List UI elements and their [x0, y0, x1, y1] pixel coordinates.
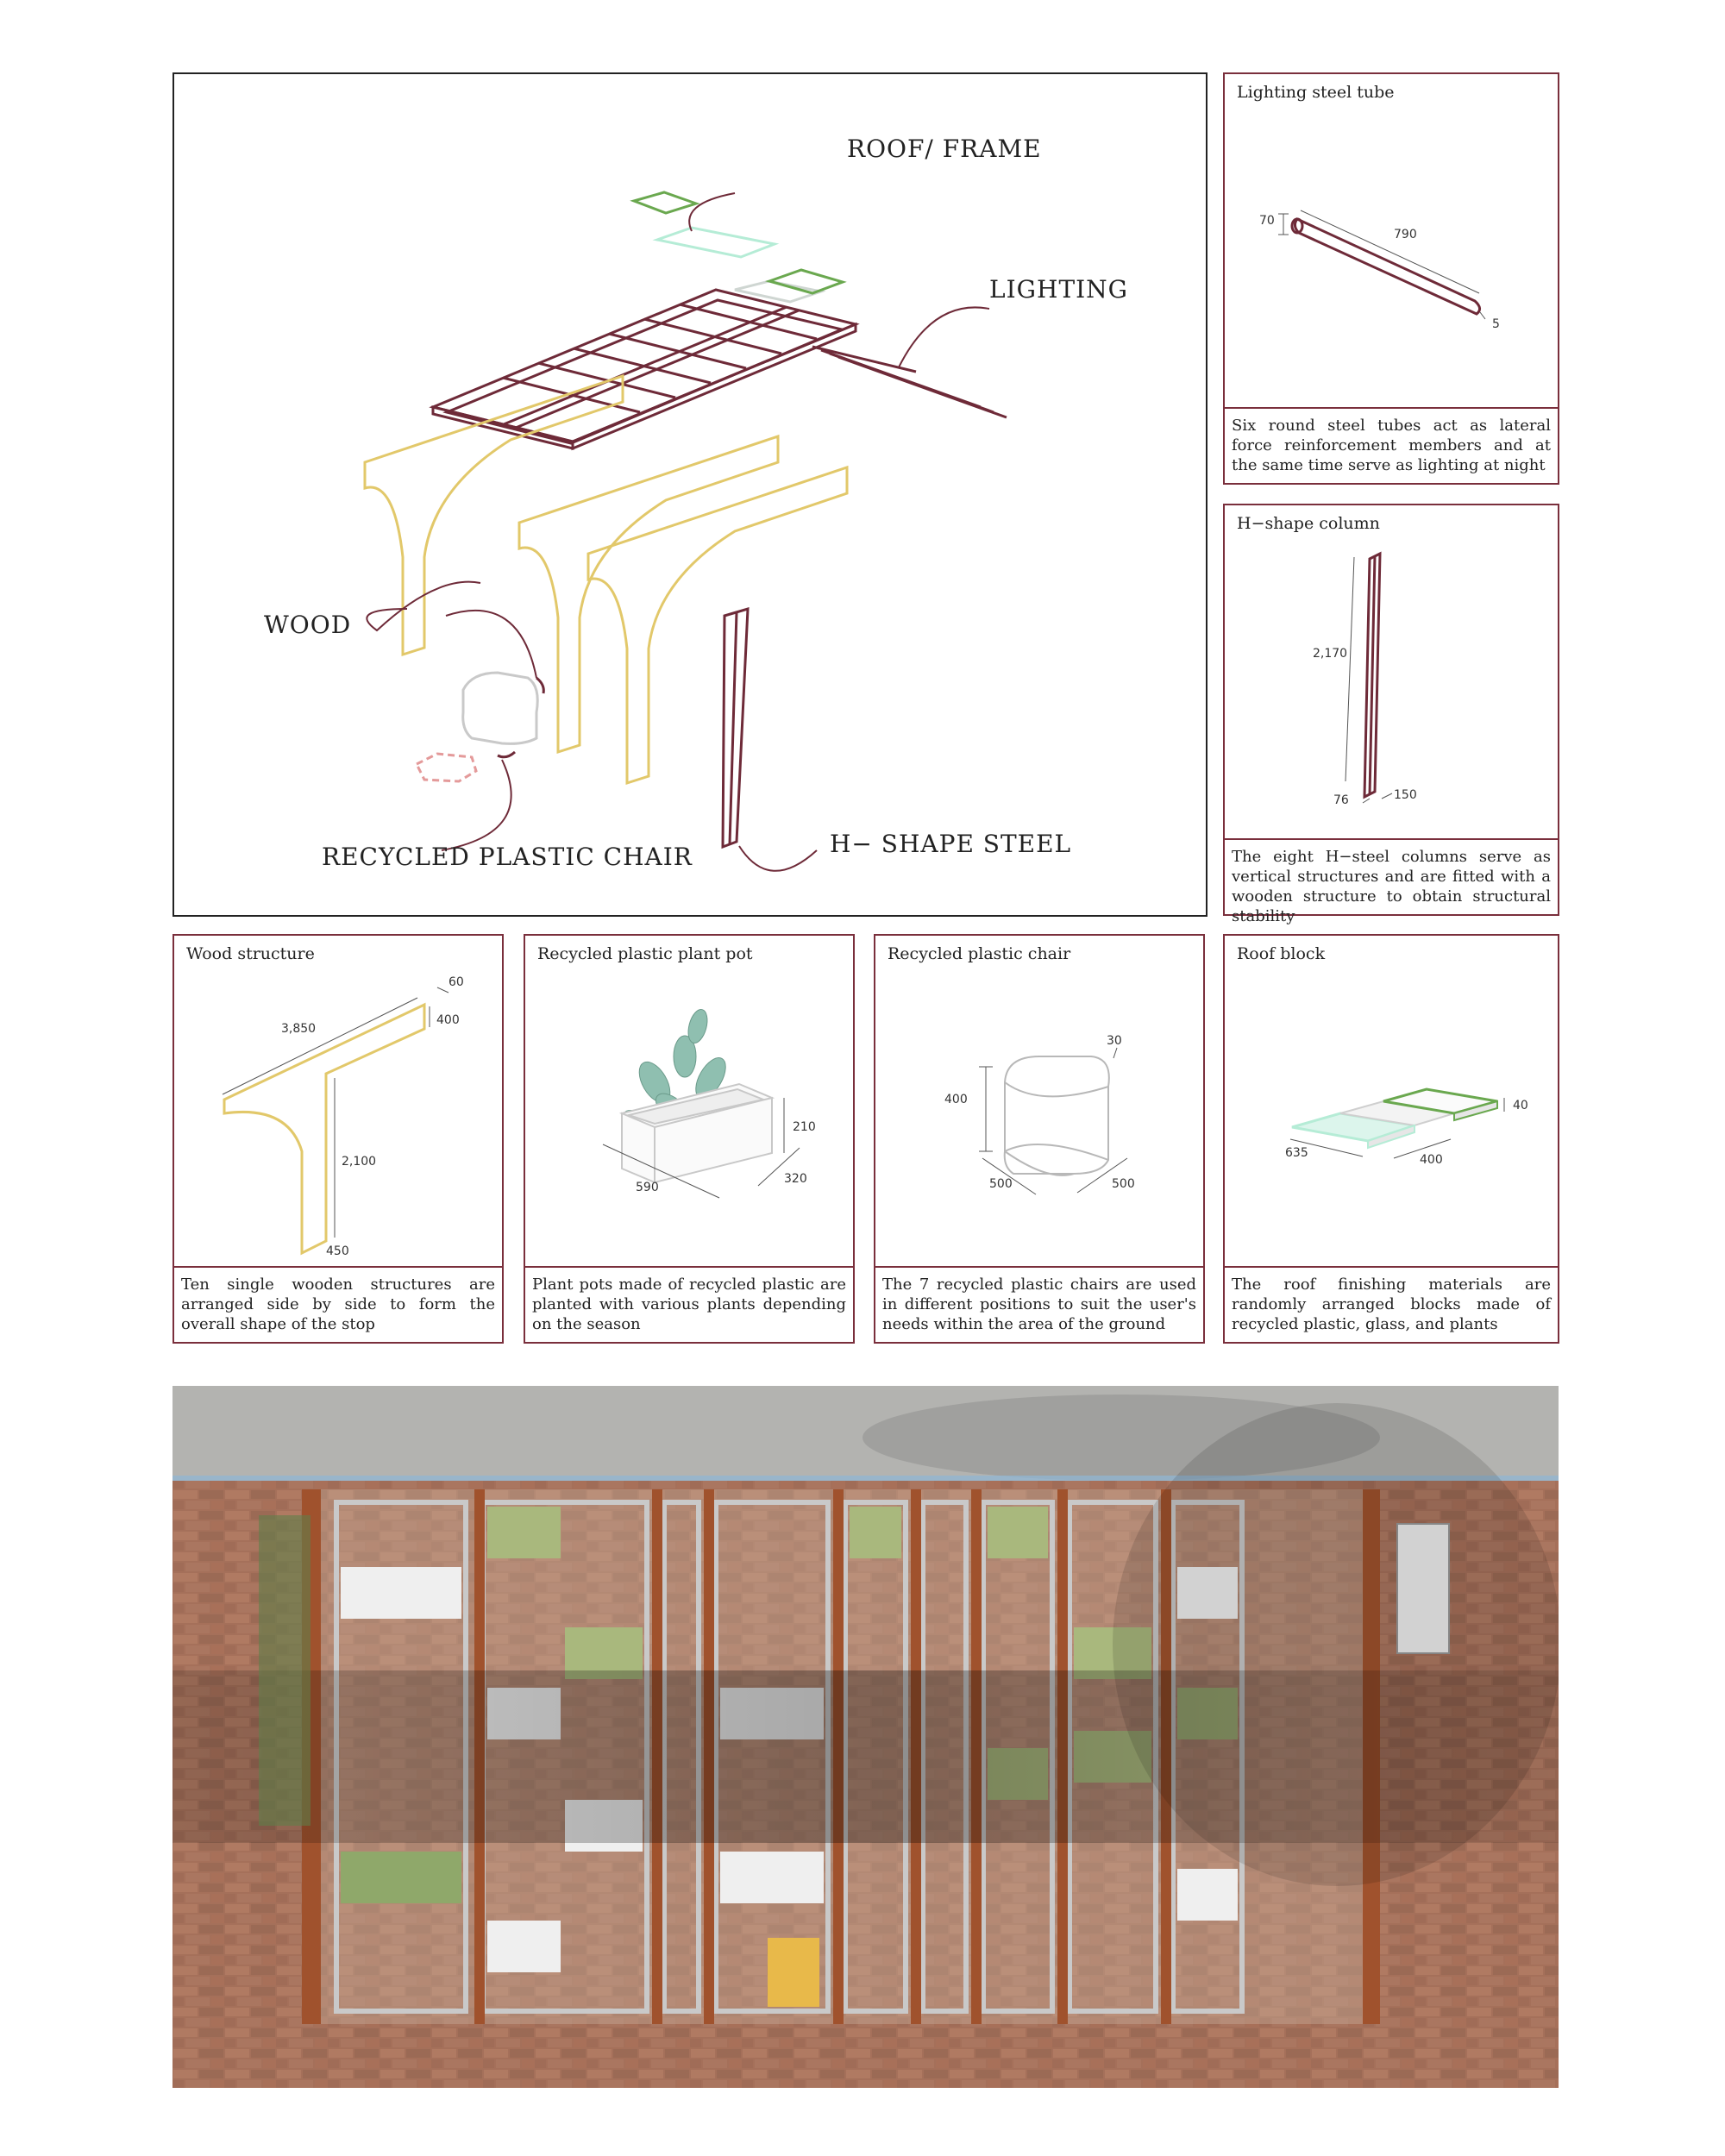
chair-diagram: [875, 936, 1203, 1268]
dim-column-depth: 150: [1394, 788, 1417, 802]
dim-wood-base: 450: [326, 1244, 349, 1258]
dim-wood-height: 2,100: [342, 1155, 377, 1169]
wood-diagram: [174, 936, 502, 1268]
dim-tube-length: 790: [1394, 228, 1417, 241]
panel-title: H−shape column: [1237, 514, 1380, 533]
label-wood: WOOD: [264, 611, 352, 639]
panel-title: Roof block: [1237, 944, 1326, 963]
chair-exploded: [417, 673, 543, 781]
panel-description: The roof finishing materials are randomly arranged blocks made of recycled plastic, glass, and plants: [1225, 1266, 1558, 1342]
exploded-axonometric-panel: [172, 72, 1208, 917]
roof-frame: [433, 290, 856, 448]
dim-wood-thickness: 60: [448, 975, 464, 989]
leader-lines: [367, 193, 989, 871]
top-view-render: [172, 1386, 1559, 2088]
pot: [622, 1084, 772, 1182]
panel-h-shape-column: [1223, 504, 1559, 925]
dim-tube-height: 70: [1259, 214, 1275, 228]
dim-column-flange: 76: [1333, 793, 1349, 807]
dim-pot-length: 590: [636, 1181, 659, 1194]
panel-title: Recycled plastic chair: [888, 944, 1071, 963]
panel-title: Lighting steel tube: [1237, 83, 1395, 102]
wood-arches: [365, 376, 847, 783]
render-illustration: [172, 1386, 1559, 2088]
panel-lighting-steel-tube: [1223, 72, 1559, 485]
panel-description: The eight H−steel columns serve as vertical structures and are fitted with a wooden structure to obtain structural stability: [1225, 838, 1558, 914]
panel-title: Recycled plastic plant pot: [537, 944, 753, 963]
tube-diagram: [1225, 74, 1558, 402]
panel-description: The 7 recycled plastic chairs are used in different positions to suit the user's needs within the area of the ground: [875, 1266, 1203, 1342]
dim-pot-height: 210: [793, 1120, 816, 1134]
dim-chair-height: 400: [944, 1093, 968, 1106]
panel-description: Six round steel tubes act as lateral force reinforcement members and at the same time serve as lighting at night: [1225, 407, 1558, 483]
column-diagram: [1225, 505, 1558, 833]
h-steel-column: [723, 609, 748, 847]
label-lighting: LIGHTING: [989, 275, 1129, 304]
panel-title: Wood structure: [186, 944, 315, 963]
dim-chair-width: 500: [989, 1177, 1013, 1191]
panel-roof-block: [1223, 934, 1559, 1344]
exploded-diagram: [174, 74, 1206, 915]
panel-description: Ten single wooden structures are arranged side by side to form the overall shape of the stop: [174, 1266, 502, 1342]
dim-pot-width: 320: [784, 1172, 807, 1186]
roof-block-diagram: [1225, 936, 1558, 1268]
dim-chair-depth: 500: [1112, 1177, 1135, 1191]
panel-description: Plant pots made of recycled plastic are planted with various plants depending on the season: [525, 1266, 853, 1342]
dim-chair-corner: 30: [1107, 1034, 1122, 1048]
roof-blocks: [634, 192, 843, 302]
pot-diagram: [525, 936, 853, 1268]
dim-roof-length: 635: [1285, 1146, 1308, 1160]
roof-block-green-top: [634, 192, 696, 213]
label-h-shape-steel: H− SHAPE STEEL: [830, 830, 1072, 858]
lighting-tubes: [812, 347, 1007, 417]
label-roof-frame: ROOF/ FRAME: [847, 135, 1042, 163]
dim-wood-length: 3,850: [281, 1022, 317, 1036]
label-recycled-plastic-chair: RECYCLED PLASTIC CHAIR: [322, 843, 693, 871]
dim-wood-depth: 400: [436, 1013, 460, 1027]
dim-roof-thickness: 40: [1513, 1099, 1528, 1112]
panel-wood-structure: [172, 934, 504, 1344]
dim-tube-thickness: 5: [1492, 317, 1500, 331]
panel-recycled-plastic-plant-pot: [524, 934, 855, 1344]
dim-column-height: 2,170: [1313, 647, 1348, 661]
panel-recycled-plastic-chair: [874, 934, 1205, 1344]
roof-block-glass-top: [657, 228, 775, 257]
dim-roof-width: 400: [1420, 1153, 1443, 1167]
